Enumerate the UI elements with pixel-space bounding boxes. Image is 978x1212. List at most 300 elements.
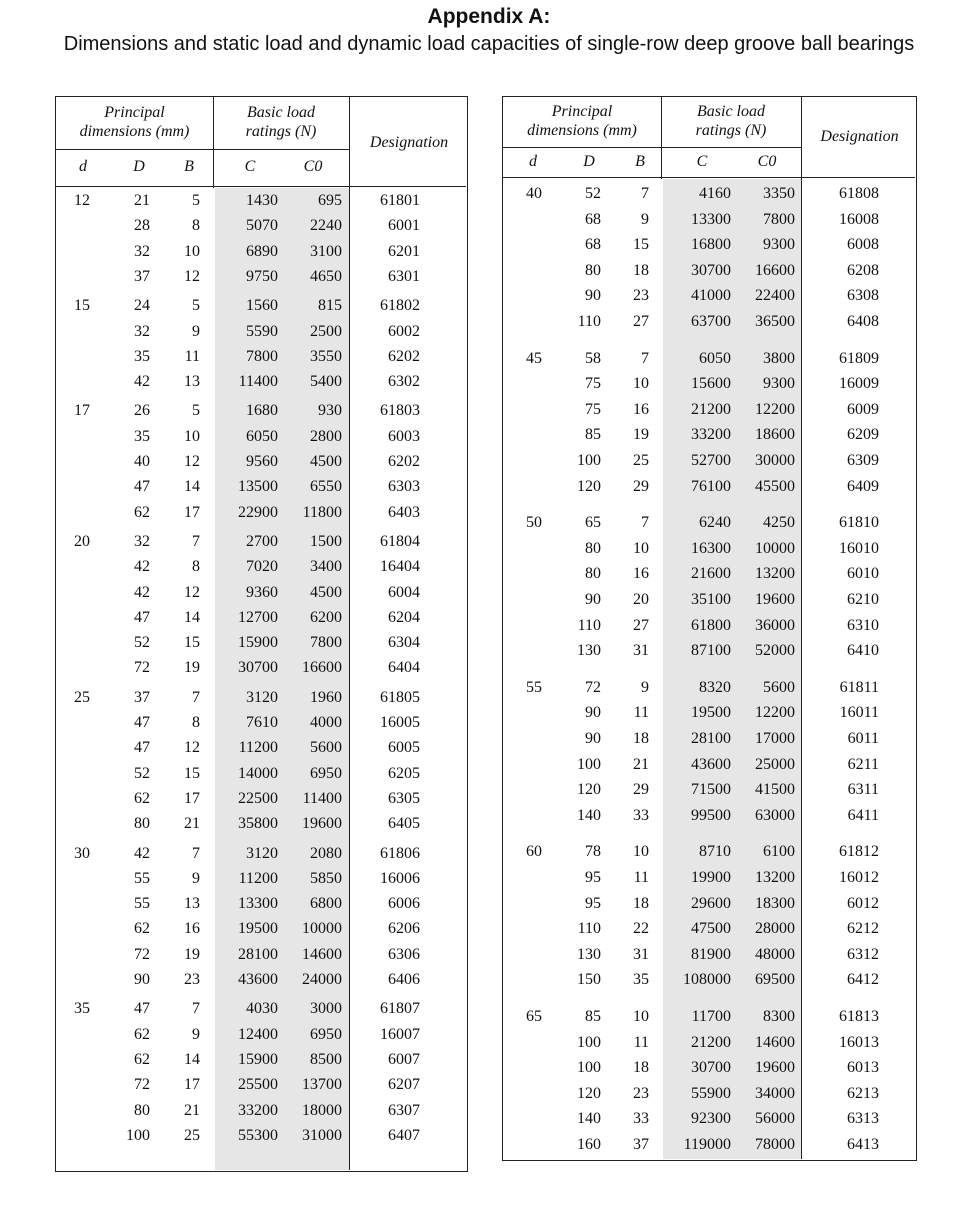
- header-d: d: [79, 158, 87, 175]
- cell-designation: 61801: [380, 192, 420, 209]
- cell-C0: 18300: [755, 894, 795, 912]
- cell-designation: 6408: [847, 313, 879, 330]
- cell-C0: 8500: [310, 1050, 342, 1068]
- cell-B: 8: [192, 558, 200, 576]
- cell-B: 9: [641, 678, 649, 696]
- cell-designation: 61810: [839, 514, 879, 532]
- cell-C: 12700: [238, 608, 278, 626]
- cell-d: 45: [526, 349, 542, 367]
- cell-designation: 6003: [388, 427, 420, 445]
- cell-C: 119000: [683, 1136, 731, 1153]
- cell-designation: 16008: [839, 210, 879, 228]
- cell-C: 7610: [246, 714, 278, 731]
- cell-designation: 6211: [847, 755, 879, 773]
- cell-D: 47: [134, 739, 150, 757]
- divider: [801, 97, 802, 1159]
- cell-C: 3120: [246, 844, 278, 862]
- cell-B: 31: [633, 945, 649, 963]
- cell-C: 1560: [246, 297, 278, 315]
- cell-D: 90: [585, 704, 601, 722]
- cell-C: 12400: [238, 1025, 278, 1043]
- cell-C: 55900: [691, 1084, 731, 1102]
- cell-C: 76100: [691, 477, 731, 495]
- cell-B: 16: [184, 920, 200, 938]
- cell-D: 35: [134, 427, 150, 445]
- cell-C0: 11800: [302, 503, 342, 521]
- cell-D: 42: [134, 558, 150, 576]
- cell-C: 19500: [238, 920, 278, 938]
- cell-C: 4160: [699, 185, 731, 202]
- cell-C: 7020: [246, 558, 278, 576]
- cell-C0: 48000: [755, 945, 795, 963]
- cell-C: 6890: [246, 242, 278, 260]
- divider: [56, 186, 466, 187]
- cell-designation: 6304: [388, 634, 420, 652]
- cell-D: 80: [134, 1101, 150, 1119]
- cell-designation: 6312: [847, 945, 879, 963]
- cell-B: 12: [184, 739, 200, 757]
- cell-C: 30700: [691, 1059, 731, 1077]
- cell-C0: 10000: [755, 539, 795, 557]
- cell-B: 5: [192, 402, 200, 420]
- cell-D: 80: [134, 815, 150, 833]
- cell-C0: 18000: [302, 1101, 342, 1119]
- cell-D: 110: [577, 313, 601, 330]
- header-C0: C0: [303, 158, 323, 175]
- cell-designation: 6311: [847, 781, 879, 799]
- cell-designation: 16009: [839, 375, 879, 393]
- cell-designation: 6409: [847, 477, 879, 495]
- cell-D: 58: [585, 349, 601, 367]
- cell-B: 7: [641, 185, 649, 202]
- cell-D: 52: [134, 764, 150, 782]
- cell-B: 12: [184, 583, 200, 601]
- cell-B: 21: [184, 1101, 200, 1119]
- cell-C0: 17000: [755, 730, 795, 747]
- cell-designation: 6212: [847, 920, 879, 938]
- cell-C: 7800: [246, 347, 278, 365]
- cell-C0: 5400: [310, 373, 342, 391]
- cell-B: 11: [633, 869, 649, 886]
- cell-B: 16: [633, 565, 649, 583]
- cell-B: 27: [633, 313, 649, 330]
- cell-designation: 6002: [388, 322, 420, 340]
- cell-B: 33: [633, 1110, 649, 1128]
- cell-D: 140: [577, 1110, 601, 1128]
- cell-C: 33200: [691, 426, 731, 444]
- cell-B: 18: [633, 261, 649, 279]
- cell-designation: 6413: [847, 1136, 879, 1153]
- divider: [503, 147, 801, 148]
- cell-B: 22: [633, 920, 649, 938]
- cell-C0: 5850: [310, 869, 342, 887]
- cell-D: 140: [577, 806, 601, 824]
- cell-D: 90: [585, 591, 601, 608]
- header-d: d: [529, 153, 537, 170]
- cell-C: 25500: [238, 1076, 278, 1094]
- cell-B: 10: [633, 1008, 649, 1025]
- cell-D: 75: [585, 375, 601, 393]
- cell-D: 21: [134, 192, 150, 209]
- cell-D: 120: [577, 781, 601, 799]
- divider: [349, 97, 350, 1170]
- cell-d: 50: [526, 514, 542, 532]
- cell-C: 11200: [238, 739, 278, 757]
- cell-designation: 6410: [847, 642, 879, 660]
- cell-D: 110: [577, 920, 601, 938]
- cell-designation: 6406: [388, 971, 420, 988]
- cell-D: 35: [134, 347, 150, 365]
- cell-B: 18: [633, 730, 649, 747]
- cell-C: 11700: [691, 1008, 731, 1025]
- cell-C: 3120: [246, 688, 278, 706]
- cell-D: 95: [585, 894, 601, 912]
- cell-C0: 69500: [755, 971, 795, 989]
- cell-D: 37: [134, 688, 150, 706]
- cell-B: 7: [192, 688, 200, 706]
- cell-B: 5: [192, 192, 200, 209]
- cell-C0: 30000: [755, 452, 795, 469]
- cell-C0: 8300: [763, 1008, 795, 1025]
- cell-C: 81900: [691, 945, 731, 963]
- cell-B: 8: [192, 217, 200, 235]
- cell-D: 72: [134, 1076, 150, 1094]
- cell-D: 42: [134, 373, 150, 391]
- cell-C0: 36000: [755, 616, 795, 634]
- cell-D: 26: [134, 402, 150, 420]
- cell-d: 30: [74, 844, 90, 862]
- cell-C0: 13200: [755, 565, 795, 583]
- cell-C: 15900: [238, 634, 278, 652]
- cell-C: 11400: [238, 373, 278, 391]
- cell-designation: 6407: [388, 1126, 420, 1144]
- cell-B: 9: [641, 210, 649, 228]
- bearing-table-right: [502, 96, 917, 1161]
- cell-C0: 36500: [755, 313, 795, 330]
- header-D: D: [133, 158, 145, 175]
- cell-C0: 6800: [310, 895, 342, 913]
- cell-C: 5070: [246, 217, 278, 235]
- cell-C0: 4500: [310, 453, 342, 470]
- cell-designation: 6009: [847, 400, 879, 418]
- cell-designation: 6005: [388, 739, 420, 757]
- cell-designation: 6310: [847, 616, 879, 634]
- cell-C0: 695: [318, 192, 342, 209]
- header-C: C: [696, 153, 708, 170]
- cell-C0: 28000: [755, 920, 795, 938]
- cell-D: 47: [134, 608, 150, 626]
- cell-C0: 31000: [302, 1126, 342, 1144]
- cell-B: 7: [192, 1000, 200, 1018]
- cell-C0: 930: [318, 402, 342, 420]
- cell-designation: 6013: [847, 1059, 879, 1077]
- cell-B: 14: [184, 1050, 200, 1068]
- cell-B: 11: [633, 1033, 649, 1051]
- cell-B: 15: [633, 236, 649, 254]
- cell-B: 16: [633, 400, 649, 418]
- cell-designation: 61813: [839, 1008, 879, 1025]
- cell-d: 60: [526, 843, 542, 861]
- cell-designation: 6205: [388, 764, 420, 782]
- cell-B: 23: [633, 1084, 649, 1102]
- cell-C0: 9300: [763, 236, 795, 254]
- cell-C: 22500: [238, 789, 278, 807]
- cell-B: 18: [633, 894, 649, 912]
- cell-B: 7: [192, 844, 200, 862]
- cell-B: 17: [184, 503, 200, 521]
- cell-C0: 1500: [310, 532, 342, 550]
- cell-C0: 16600: [755, 261, 795, 279]
- cell-B: 19: [184, 659, 200, 677]
- cell-D: 90: [585, 287, 601, 305]
- cell-C: 14000: [238, 764, 278, 782]
- cell-D: 62: [134, 920, 150, 938]
- header-basic-load-ratings: Basic load ratings (N): [695, 103, 767, 139]
- cell-C: 108000: [683, 971, 731, 989]
- cell-designation: 16012: [839, 869, 879, 886]
- cell-D: 120: [577, 477, 601, 495]
- cell-designation: 16007: [380, 1025, 420, 1043]
- cell-designation: 61802: [380, 297, 420, 315]
- cell-C: 99500: [691, 806, 731, 824]
- cell-C: 9750: [246, 267, 278, 285]
- cell-D: 80: [585, 565, 601, 583]
- cell-B: 29: [633, 477, 649, 495]
- cell-C: 13300: [691, 210, 731, 228]
- cell-D: 37: [134, 267, 150, 285]
- cell-B: 33: [633, 806, 649, 824]
- cell-B: 10: [633, 375, 649, 393]
- cell-C: 43600: [691, 755, 731, 773]
- cell-D: 90: [585, 730, 601, 747]
- cell-B: 25: [184, 1126, 200, 1144]
- cell-C0: 4500: [310, 583, 342, 601]
- cell-C0: 3350: [763, 185, 795, 202]
- cell-designation: 6209: [847, 426, 879, 444]
- cell-B: 12: [184, 453, 200, 470]
- cell-D: 62: [134, 503, 150, 521]
- cell-designation: 61805: [380, 688, 420, 706]
- cell-C: 15600: [691, 375, 731, 393]
- cell-C0: 14600: [302, 945, 342, 963]
- cell-C: 22900: [238, 503, 278, 521]
- cell-designation: 6404: [388, 659, 420, 677]
- cell-B: 12: [184, 267, 200, 285]
- cell-C0: 5600: [763, 678, 795, 696]
- cell-C0: 52000: [755, 642, 795, 660]
- page-header: [0, 4, 978, 58]
- cell-C: 19900: [691, 869, 731, 886]
- header-B: B: [635, 153, 645, 170]
- cell-C0: 5600: [310, 739, 342, 757]
- header-designation: Designation: [820, 128, 899, 145]
- cell-C: 87100: [691, 642, 731, 660]
- cell-D: 100: [577, 1059, 601, 1077]
- cell-designation: 6411: [847, 806, 879, 824]
- cell-designation: 16010: [839, 539, 879, 557]
- cell-C0: 6100: [763, 843, 795, 861]
- cell-D: 130: [577, 945, 601, 963]
- cell-B: 14: [184, 478, 200, 496]
- cell-C0: 78000: [755, 1136, 795, 1153]
- cell-B: 15: [184, 634, 200, 652]
- cell-B: 15: [184, 764, 200, 782]
- cell-C: 33200: [238, 1101, 278, 1119]
- cell-D: 85: [585, 1008, 601, 1025]
- cell-designation: 6313: [847, 1110, 879, 1128]
- cell-D: 24: [134, 297, 150, 315]
- cell-D: 100: [577, 1033, 601, 1051]
- cell-C0: 7800: [310, 634, 342, 652]
- cell-D: 160: [577, 1136, 601, 1153]
- cell-D: 42: [134, 583, 150, 601]
- cell-C: 63700: [691, 313, 731, 330]
- cell-B: 7: [641, 349, 649, 367]
- cell-D: 72: [134, 659, 150, 677]
- header-basic-load-ratings: Basic load ratings (N): [245, 104, 317, 140]
- cell-D: 40: [134, 453, 150, 470]
- cell-B: 7: [192, 532, 200, 550]
- header-D: D: [583, 153, 595, 170]
- cell-C0: 63000: [755, 806, 795, 824]
- cell-C: 35800: [238, 815, 278, 833]
- cell-C: 16800: [691, 236, 731, 254]
- cell-B: 31: [633, 642, 649, 660]
- cell-C: 55300: [238, 1126, 278, 1144]
- cell-designation: 16005: [380, 714, 420, 731]
- cell-designation: 61806: [380, 844, 420, 862]
- cell-designation: 6004: [388, 583, 420, 601]
- cell-C: 30700: [691, 261, 731, 279]
- cell-C0: 3000: [310, 1000, 342, 1018]
- cell-C0: 12200: [755, 400, 795, 418]
- cell-designation: 6412: [847, 971, 879, 989]
- cell-C0: 16600: [302, 659, 342, 677]
- header-designation: Designation: [369, 134, 449, 151]
- cell-C0: 6550: [310, 478, 342, 496]
- cell-C: 2700: [246, 532, 278, 550]
- cell-D: 32: [134, 532, 150, 550]
- cell-B: 10: [633, 539, 649, 557]
- cell-d: 40: [526, 185, 542, 202]
- cell-D: 42: [134, 844, 150, 862]
- cell-B: 23: [633, 287, 649, 305]
- cell-C0: 3800: [763, 349, 795, 367]
- cell-designation: 6305: [388, 789, 420, 807]
- cell-C: 19500: [691, 704, 731, 722]
- cell-C0: 18600: [755, 426, 795, 444]
- cell-B: 21: [184, 815, 200, 833]
- cell-C: 52700: [691, 452, 731, 469]
- cell-C0: 56000: [755, 1110, 795, 1128]
- cell-designation: 6210: [847, 591, 879, 608]
- cell-D: 62: [134, 1050, 150, 1068]
- cell-C0: 6950: [310, 1025, 342, 1043]
- cell-C0: 2080: [310, 844, 342, 862]
- cell-designation: 61803: [380, 402, 420, 420]
- cell-designation: 6308: [847, 287, 879, 305]
- cell-D: 75: [585, 400, 601, 418]
- cell-designation: 6204: [388, 608, 420, 626]
- page-title: Appendix A:: [427, 5, 551, 28]
- cell-D: 47: [134, 1000, 150, 1018]
- cell-d: 17: [74, 402, 90, 420]
- cell-C0: 11400: [302, 789, 342, 807]
- cell-B: 9: [192, 1025, 200, 1043]
- cell-C0: 4000: [310, 714, 342, 731]
- cell-designation: 61804: [380, 532, 420, 550]
- cell-D: 100: [577, 452, 601, 469]
- header-B: B: [184, 158, 194, 175]
- cell-B: 11: [184, 347, 200, 365]
- cell-D: 80: [585, 539, 601, 557]
- header-C: C: [244, 158, 256, 175]
- cell-D: 32: [134, 242, 150, 260]
- cell-designation: 6301: [388, 267, 420, 285]
- cell-C0: 14600: [755, 1033, 795, 1051]
- cell-B: 21: [633, 755, 649, 773]
- cell-designation: 16006: [380, 869, 420, 887]
- cell-d: 25: [74, 688, 90, 706]
- cell-D: 47: [134, 478, 150, 496]
- cell-C0: 45500: [755, 477, 795, 495]
- cell-designation: 6208: [847, 261, 879, 279]
- cell-B: 13: [184, 895, 200, 913]
- cell-B: 14: [184, 608, 200, 626]
- cell-D: 80: [585, 261, 601, 279]
- cell-B: 13: [184, 373, 200, 391]
- cell-C: 28100: [691, 730, 731, 747]
- cell-C0: 2240: [310, 217, 342, 235]
- header-principal-dimensions: Principal dimensions (mm): [79, 104, 190, 140]
- cell-B: 23: [184, 971, 200, 988]
- cell-designation: 6006: [388, 895, 420, 913]
- header-C0: C0: [757, 153, 777, 170]
- cell-designation: 6309: [847, 452, 879, 469]
- cell-D: 100: [126, 1126, 150, 1144]
- cell-C: 13500: [238, 478, 278, 496]
- cell-C0: 3400: [310, 558, 342, 576]
- cell-C: 29600: [691, 894, 731, 912]
- cell-C: 1680: [246, 402, 278, 420]
- cell-C: 8710: [699, 843, 731, 861]
- cell-designation: 6307: [388, 1101, 420, 1119]
- cell-C0: 22400: [755, 287, 795, 305]
- cell-B: 9: [192, 869, 200, 887]
- cell-designation: 6202: [388, 347, 420, 365]
- page-subtitle: Dimensions and static load and dynamic load capacities of single-row deep groove ball bearings: [63, 33, 915, 55]
- cell-designation: 16011: [839, 704, 879, 722]
- cell-designation: 6010: [847, 565, 879, 583]
- cell-D: 120: [577, 1084, 601, 1102]
- cell-d: 55: [526, 678, 542, 696]
- cell-designation: 16013: [839, 1033, 879, 1051]
- cell-C0: 2800: [310, 427, 342, 445]
- cell-D: 28: [134, 217, 150, 235]
- cell-d: 15: [74, 297, 90, 315]
- cell-C0: 1960: [310, 688, 342, 706]
- cell-C: 21200: [691, 400, 731, 418]
- cell-D: 68: [585, 236, 601, 254]
- cell-C: 8320: [699, 678, 731, 696]
- cell-B: 19: [633, 426, 649, 444]
- cell-D: 52: [134, 634, 150, 652]
- cell-designation: 6306: [388, 945, 420, 963]
- cell-C: 16300: [691, 539, 731, 557]
- cell-C: 41000: [691, 287, 731, 305]
- cell-D: 90: [134, 971, 150, 988]
- cell-D: 55: [134, 895, 150, 913]
